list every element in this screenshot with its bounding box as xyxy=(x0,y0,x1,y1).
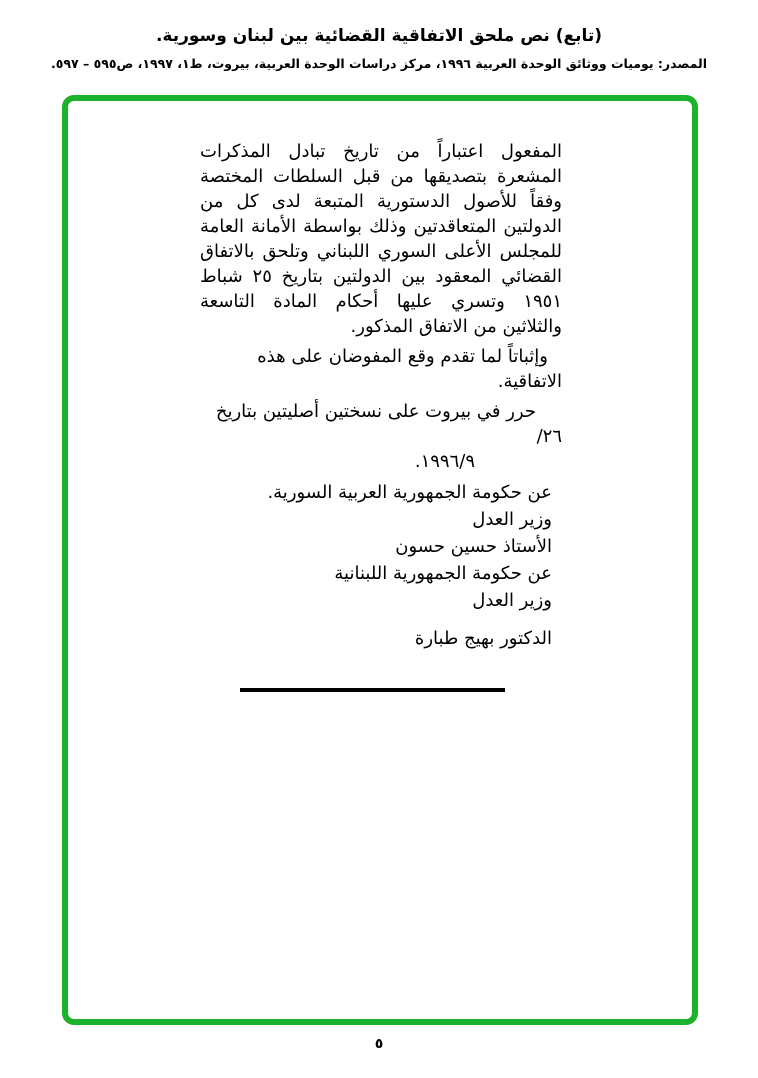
document-text-column xyxy=(200,139,562,652)
signature-line-bahij-tabbara: الدكتور بهيج طبارة xyxy=(414,628,552,649)
signature-line-hussein-hassoun: الأستاذ حسين حسون xyxy=(395,536,552,557)
signature-line-syrian-government: عن حكومة الجمهورية العربية السورية. xyxy=(267,482,552,503)
signature-block xyxy=(200,479,562,652)
signature-line-lebanese-government: عن حكومة الجمهورية اللبنانية xyxy=(334,563,552,584)
execution-date-continuation: ١٩٩٦/٩. xyxy=(414,451,475,472)
execution-place-date-line: حرر في بيروت على نسختين أصليتين بتاريخ ٢٦/ xyxy=(215,401,562,447)
document-source-citation: المصدر: يوميات ووثائق الوحدة العربية ١٩٩٦، مركز دراسات الوحدة العربية، بيروت، ط١، ١٩٩٧، ص٥٩٥ – ٥٩٧. xyxy=(50,56,708,71)
section-divider-rule xyxy=(240,688,505,692)
signature-line-minister-of-justice-syria: وزير العدل xyxy=(472,509,552,530)
green-border-frame xyxy=(62,95,698,1025)
attestation-paragraph: وإثباتاً لما تقدم وقع المفوضان على هذه الاتفاقية. xyxy=(257,346,562,392)
signature-line-minister-of-justice-lebanon: وزير العدل xyxy=(472,590,552,611)
page-header xyxy=(0,24,758,72)
document-title: (تابع) نص ملحق الاتفاقية القضائية بين لبنان وسورية. xyxy=(155,26,603,46)
body-paragraph-continuation: المفعول اعتباراً من تاريخ تبادل المذكرات المشعرة بتصديقها من قبل السلطات المختصة وفقاً للأصول الدستورية المتبعة لدى كل من الدولتين المتعاقدتين وذلك بواسطة الأمانة العامة للمجلس الأعلى السوري اللبناني وتلحق بالاتفاق القضائي المعقود بين الدولتين بتاريخ ٢٥ شباط ١٩٥١ وتسري عليها أحكام المادة التاسعة والثلاثين من الاتفاق المذكور. xyxy=(200,141,562,337)
page-number: ٥ xyxy=(374,1036,384,1052)
